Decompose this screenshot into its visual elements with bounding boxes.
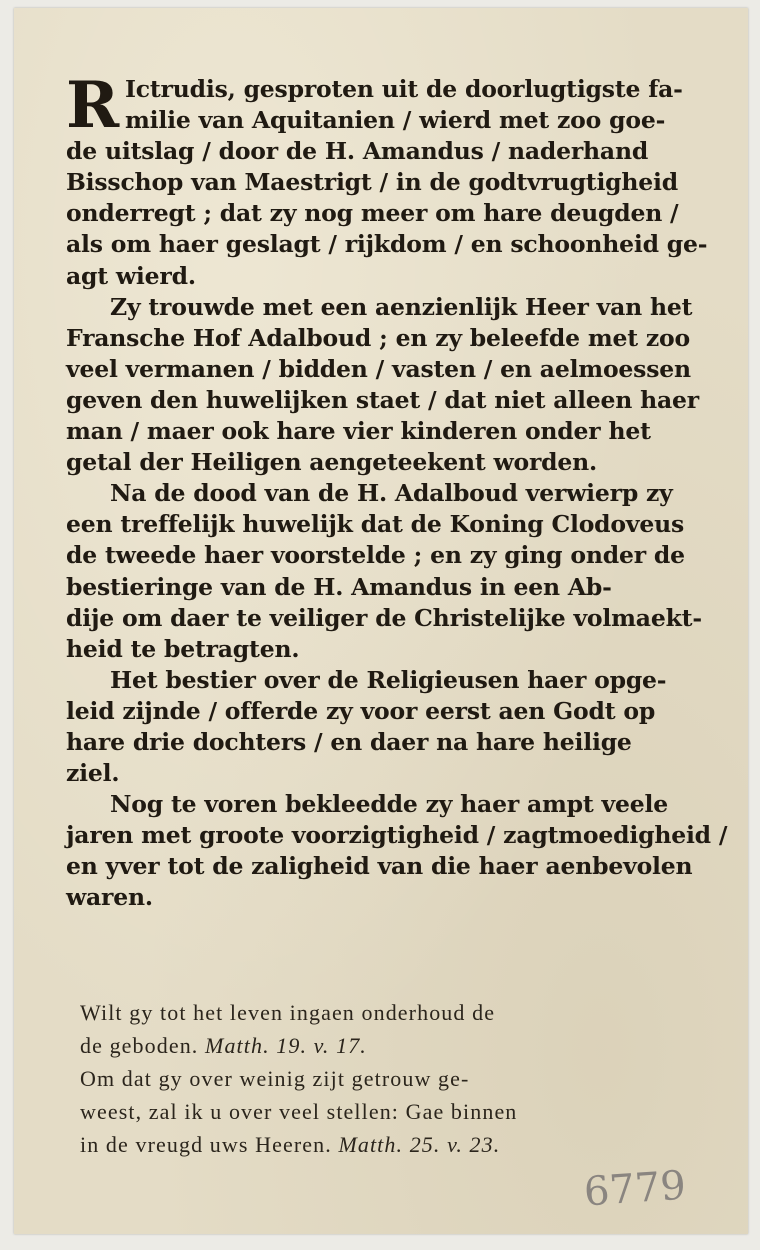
paragraph-5 — [66, 789, 728, 913]
paragraph-4 — [66, 665, 696, 789]
text-line: dije om daer te veiliger de Christelijke volmaekt- — [66, 603, 702, 632]
scripture-line: Om dat gy over weinig zijt getrouw ge- — [80, 1066, 470, 1091]
scripture-text: in de vreugd uws Heeren. — [80, 1132, 332, 1157]
text-line: veel vermanen / bidden / vasten / en aelmoessen — [66, 354, 691, 383]
text-line: Bisschop van Maestrigt / in de godtvrugtigheid — [66, 168, 679, 197]
text-line: hare drie dochters / en daer na hare heilige — [66, 727, 632, 756]
text-line: waren. — [66, 883, 153, 912]
scripture-line — [80, 1029, 702, 1062]
text-line: Zy trouwde met een aenzienlijk Heer van het — [110, 292, 693, 321]
paper-sheet — [14, 8, 748, 1234]
paragraph-3 — [66, 478, 702, 665]
text-line: Na de dood van de H. Adalboud verwierp zy — [110, 479, 673, 508]
drop-cap: R — [66, 68, 119, 143]
scripture-text: de geboden. — [80, 1033, 199, 1058]
body-text — [66, 68, 728, 914]
scripture-line: Wilt gy tot het leven ingaen onderhoud de — [80, 1000, 496, 1025]
text-line: agt wierd. — [66, 261, 196, 290]
text-line: een treffelijk huwelijk dat de Koning Clodoveus — [66, 510, 685, 539]
pencil-inventory-number: 6779 — [582, 1162, 688, 1216]
text-line: jaren met groote voorzigtigheid / zagtmoedigheid / — [66, 821, 728, 850]
paragraph-2 — [66, 292, 699, 479]
text-line: Fransche Hof Adalboud ; en zy beleefde met zoo — [66, 323, 691, 352]
text-line: Nog te voren bekleedde zy haer ampt veele — [110, 790, 668, 819]
text-line: leid zijnde / offerde zy voor eerst aen Godt op — [66, 696, 656, 725]
text-line: de tweede haer voorstelde ; en zy ging onder de — [66, 541, 685, 570]
text-line: onderregt ; dat zy nog meer om hare deugden / — [66, 199, 679, 228]
text-line: man / maer ook hare vier kinderen onder het — [66, 417, 651, 446]
scripture-reference: Matth. 25. v. 23. — [338, 1132, 501, 1157]
text-line: milie van Aquitanien / wierd met zoo goe- — [125, 106, 666, 135]
text-line: geven den huwelijken staet / dat niet alleen haer — [66, 385, 699, 414]
text-line: Ictrudis, gesproten uit de doorlugtigste fa- — [125, 75, 683, 103]
text-line: heid te betragten. — [66, 634, 300, 663]
paragraph-1 — [66, 68, 708, 292]
text-line: getal der Heiligen aengeteekent worden. — [66, 448, 598, 477]
text-line: en yver tot de zaligheid van die haer aenbevolen — [66, 852, 693, 881]
text-line: bestieringe van de H. Amandus in een Ab- — [66, 572, 612, 601]
text-line: als om haer geslagt / rijkdom / en schoonheid ge- — [66, 230, 708, 259]
scripture-line: weest, zal ik u over veel stellen: Gae binnen — [80, 1099, 518, 1124]
text-line: Het bestier over de Religieusen haer opge- — [110, 665, 667, 694]
text-line: ziel. — [66, 759, 120, 788]
scripture-quotes — [80, 996, 702, 1161]
scripture-line — [80, 1128, 702, 1161]
text-line: de uitslag / door de H. Amandus / naderhand — [66, 137, 649, 166]
scripture-reference: Matth. 19. v. 17. — [205, 1033, 367, 1058]
